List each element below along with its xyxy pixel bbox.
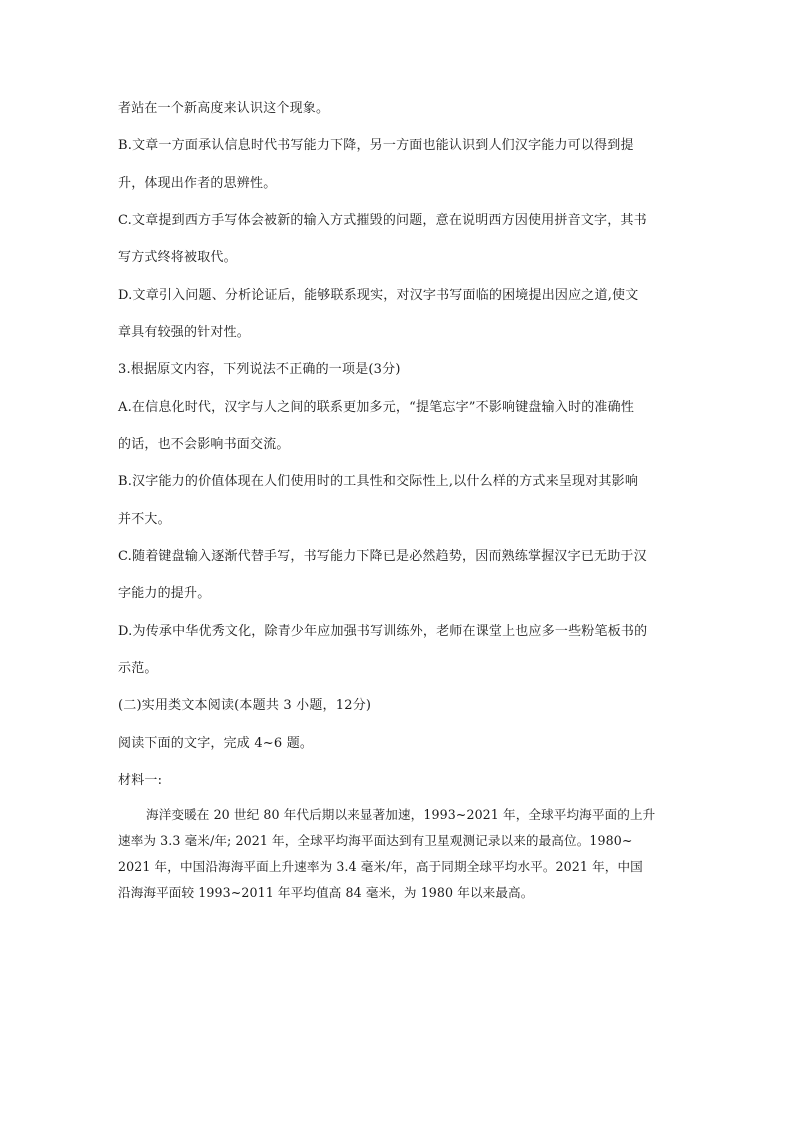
material-paragraph-line-2: 速率为 3.3 毫米/年; 2021 年，全球平均海平面达到有卫星观测记录以来的最高位。1980~ (118, 833, 633, 848)
material-paragraph-line-1: 海洋变暖在 20 世纪 80 年代后期以来显著加速，1993~2021 年，全球平均海平面的上升 (146, 807, 656, 822)
material-paragraph-line-3: 2021 年，中国沿海海平面上升速率为 3.4 毫米/年，高于同期全球平均水平。2021 年，中国 (118, 859, 643, 874)
option-2b-line-2: 升，体现出作者的思辨性。 (118, 176, 277, 191)
option-3b-line-2: 并不大。 (118, 512, 171, 527)
option-2d-line-1: D.文章引入问题、分析论证后，能够联系现实，对汉字书写面临的困境提出因应之道,使文 (118, 288, 639, 303)
option-2c-line-2: 写方式终将被取代。 (118, 250, 237, 265)
option-3c-line-1: C.随着键盘输入逐渐代替手写，书写能力下降已是必然趋势，因而熟练掌握汉字已无助于汉 (118, 549, 647, 564)
question-3-title: 3.根据原文内容，下列说法不正确的一项是(3分) (118, 362, 401, 377)
reading-instruction: 阅读下面的文字，完成 4~6 题。 (118, 736, 314, 751)
material-one-label: 材料一: (118, 773, 163, 788)
option-3d-line-2: 示范。 (118, 661, 158, 676)
text-line-continuation: 者站在一个新高度来认识这个现象。 (118, 101, 330, 116)
option-2c-line-1: C.文章提到西方手写体会被新的输入方式摧毁的问题，意在说明西方因使用拼音文字，其书 (118, 213, 647, 228)
option-3c-line-2: 字能力的提升。 (118, 586, 211, 601)
option-2b-line-1: B.文章一方面承认信息时代书写能力下降，另一方面也能认识到人们汉字能力可以得到提 (118, 138, 634, 153)
option-3b-line-1: B.汉字能力的价值体现在人们使用时的工具性和交际性上,以什么样的方式来呈现对其影响 (118, 474, 639, 489)
section-heading: (二)实用类文本阅读(本题共 3 小题，12分) (118, 698, 372, 713)
option-3a-line-1: A.在信息化时代，汉字与人之间的联系更加多元，“提笔忘字”不影响键盘输入时的准确性 (118, 400, 635, 415)
option-3d-line-1: D.为传承中华优秀文化，除青少年应加强书写训练外，老师在课堂上也应多一些粉笔板书的 (118, 624, 648, 639)
option-2d-line-2: 章具有较强的针对性。 (118, 325, 251, 340)
option-3a-line-2: 的话，也不会影响书面交流。 (118, 437, 290, 452)
material-paragraph-line-4: 沿海海平面较 1993~2011 年平均值高 84 毫米，为 1980 年以来最高。 (118, 885, 534, 900)
